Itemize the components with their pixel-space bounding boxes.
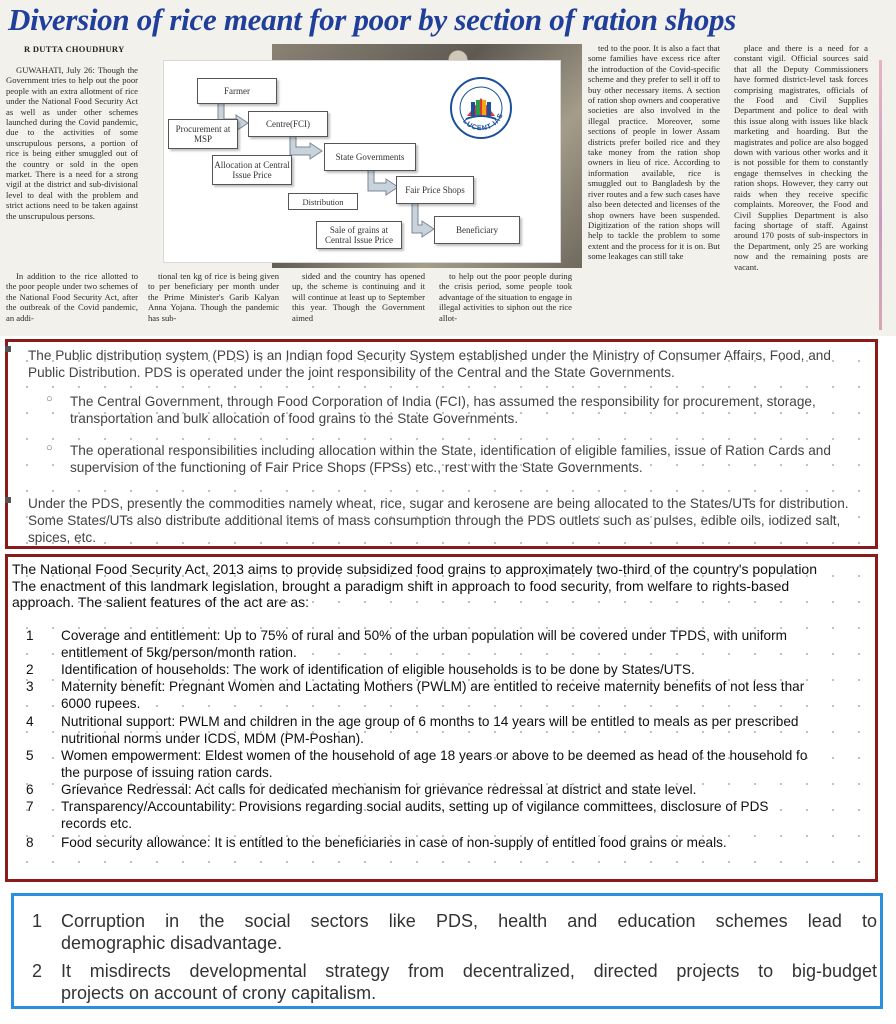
impact-item: Corruption in the social sectors like PDS, health and education schemes lead to demographic disadvantage. xyxy=(61,911,877,953)
article-column-3b: sided and the country has opened up, the scheme is continuing and it will continue at least up to September this year. Though the Government aimed xyxy=(292,271,425,323)
pds-sub1: The Central Government, through Food Corporation of India (FCI), has assumed the responsibility for procurement, storage, transportation and bulk allocation of food grains to the State Governments. xyxy=(70,394,816,426)
article-column-5: ted to the poor. It is also a fact that some families have excess rice after the introduction of the Covid-specific scheme and they prefer to sell it off to buy other necessary items. A section of ration shop owners and cooperative societies are also involved in the illegal practice. Moreover, some sections of people in lower Assam districts prefer boiled rice and they take money from the ration shop owners in lieu of rice. According to information available, rice is smuggled out to Bangladesh by the river routes and a few such cases have also been detected and licenses of the shop owners have been suspended. Digitization of the ration shops will help to tackle the problem to some extent and the process for it is on. But some leakages can still take xyxy=(588,43,720,262)
article-column-1b: In addition to the rice allotted to the poor people under two schemes of the National Food Security Act, after the outbreak of the Covid pandemic, an addi- xyxy=(6,271,138,323)
node-procurement: Procurement at MSP xyxy=(168,119,238,149)
article-column-2b: tional ten kg of rice is being given to per beneficiary per month under the Prime Minister's Garib Kalyan Anna Yojana. Though the pandemic has sub- xyxy=(148,271,279,323)
lucent-ias-logo xyxy=(449,76,513,140)
corruption-impact-box xyxy=(11,893,883,1009)
feature-item: Nutritional support: PWLM and children in the age group of 6 months to 14 years will be entitled to meals as per prescribed nutritional norms under ICDS, MDM (PM-Poshan). xyxy=(61,714,799,746)
node-state-governments: State Governments xyxy=(324,143,416,171)
feature-number: 1 xyxy=(26,628,34,643)
feature-item: Coverage and entitlement: Up to 75% of rural and 50% of the urban population will be covered under TPDS, with uniform entitlement of 5kg/person/month ration. xyxy=(61,628,787,660)
feature-number: 6 xyxy=(26,782,34,797)
node-sale-of-grains: Sale of grains at Central Issue Price xyxy=(316,221,402,249)
node-centre-fci: Centre(FCI) xyxy=(248,111,328,137)
nfsa-intro: The National Food Security Act, 2013 aims to provide subsidized food grains to approximately two-third of the country's population The enactment of this landmark legislation, brought a paradigm shift in approach to food security, from welfare to rights-based approach. The salient features of the act are as: xyxy=(12,561,817,610)
feature-item: Transparency/Accountability: Provisions regarding social audits, setting up of vigilance committees, disclosure of PDS records etc. xyxy=(61,799,769,831)
feature-item: Food security allowance: It is entitled to the beneficiaries in case of non-supply of entitled food grains or meals. xyxy=(61,835,727,850)
circle-bullet-icon: ○ xyxy=(46,442,53,454)
pds-para2: Under the PDS, presently the commodities namely wheat, rice, sugar and kerosene are being allocated to the States/UTs for distribution. Some States/UTs also distribute additional items of mass consumption through the PDS outlets such as pulses, edible oils, iodized salt, spices, etc. xyxy=(28,496,849,545)
feature-number: 5 xyxy=(26,748,34,763)
feature-item: Identification of households: The work of identification of eligible households is to be done by States/UTS. xyxy=(61,662,695,677)
feature-number: 7 xyxy=(26,799,34,814)
node-allocation: Allocation at Central Issue Price xyxy=(212,155,292,185)
article-column-6: place and there is a need for a constant vigil. Official sources said that all the Deputy Commissioners have formed district-level task forces comprising magistrates, officials of the Food and Civil Supplies Department and police to deal with this issue along with issues like black marketing and hoarding. But the magistrates and police are also bogged down with various other works and it is not possible for them to constantly engage themselves in checking the ration shops. However, they carry out raids when they receive specific complaints. Moreover, the Food and Civil Supplies Department is also facing shortage of staff. Against around 170 posts of sub-inspectors in the Department, only 25 are working now and the remaining posts are vacant. xyxy=(734,43,868,272)
byline: R DUTTA CHOUDHURY xyxy=(24,44,125,54)
feature-number: 8 xyxy=(26,835,34,850)
circle-bullet-icon: ○ xyxy=(46,393,53,405)
node-farmer: Farmer xyxy=(197,78,277,104)
node-fair-price-shops: Fair Price Shops xyxy=(396,176,474,204)
headline: Diversion of rice meant for poor by section of ration shops xyxy=(8,2,737,37)
feature-item: Maternity benefit: Pregnant Women and Lactating Mothers (PWLM) are entitled to receive maternity benefits of not less thar 6000 rupees. xyxy=(61,679,805,711)
feature-number: 4 xyxy=(26,714,34,729)
pds-para1: The Public distribution system (PDS) is an Indian food Security System established under the Ministry of Consumer Affairs, Food, and Public Distribution. PDS is operated under the joint responsibility of the Central and the State Governments. xyxy=(28,348,831,380)
article-text: GUWAHATI, July 26: Though the Government tries to help out the poor people with an extra allotment of rice under the National Food Security Act as well as under other schemes launched during the Covid pandemic, due to the activities of some unscrupulous persons, a portion of rice is being either smuggled out of the country or sold in the open market. There is a need for a strong vigil at the district and sub-divisional level to deal with the problem and strict actions need to be taken against the unscrupulous persons. xyxy=(6,65,138,221)
item-number: 2 xyxy=(32,961,43,981)
square-bullet-icon xyxy=(5,497,11,503)
impact-item: It misdirects developmental strategy from decentralized, directed projects to big-budget projects on account of crony capitalism. xyxy=(61,961,877,1003)
node-distribution: Distribution xyxy=(288,193,358,210)
nfsa-box xyxy=(5,554,878,882)
newspaper-clipping xyxy=(0,0,896,336)
feature-item: Grievance Redressal: Act calls for dedicated mechanism for grievance redressal at district and state level. xyxy=(61,782,697,797)
logo-text: LUCENT IAS xyxy=(461,112,505,133)
arrow-fps-beneficiary xyxy=(412,201,434,237)
feature-number: 3 xyxy=(26,679,34,694)
article-column-1 xyxy=(6,65,138,268)
feature-number: 2 xyxy=(26,662,34,677)
pds-sub2: The operational responsibilities including allocation within the State, identification of eligible families, issue of Ration Cards and supervision of the functioning of Fair Price Shops (FPSs) etc., rest with the State Governments. xyxy=(70,443,831,475)
feature-item: Women empowerment: Eldest women of the household of age 18 years or above to be deemed as head of the household fo the purpose of issuing ration cards. xyxy=(61,748,808,780)
square-bullet-icon xyxy=(5,346,11,352)
article-column-4b: to help out the poor people during the crisis period, some people took advantage of the situation to engage in illegal activities to siphon out the rice allot- xyxy=(439,271,572,323)
node-beneficiary: Beneficiary xyxy=(434,216,520,244)
item-number: 1 xyxy=(32,911,43,931)
pds-flow-diagram xyxy=(163,60,561,263)
pds-info-box xyxy=(5,339,878,549)
clipping-edge xyxy=(879,60,882,330)
